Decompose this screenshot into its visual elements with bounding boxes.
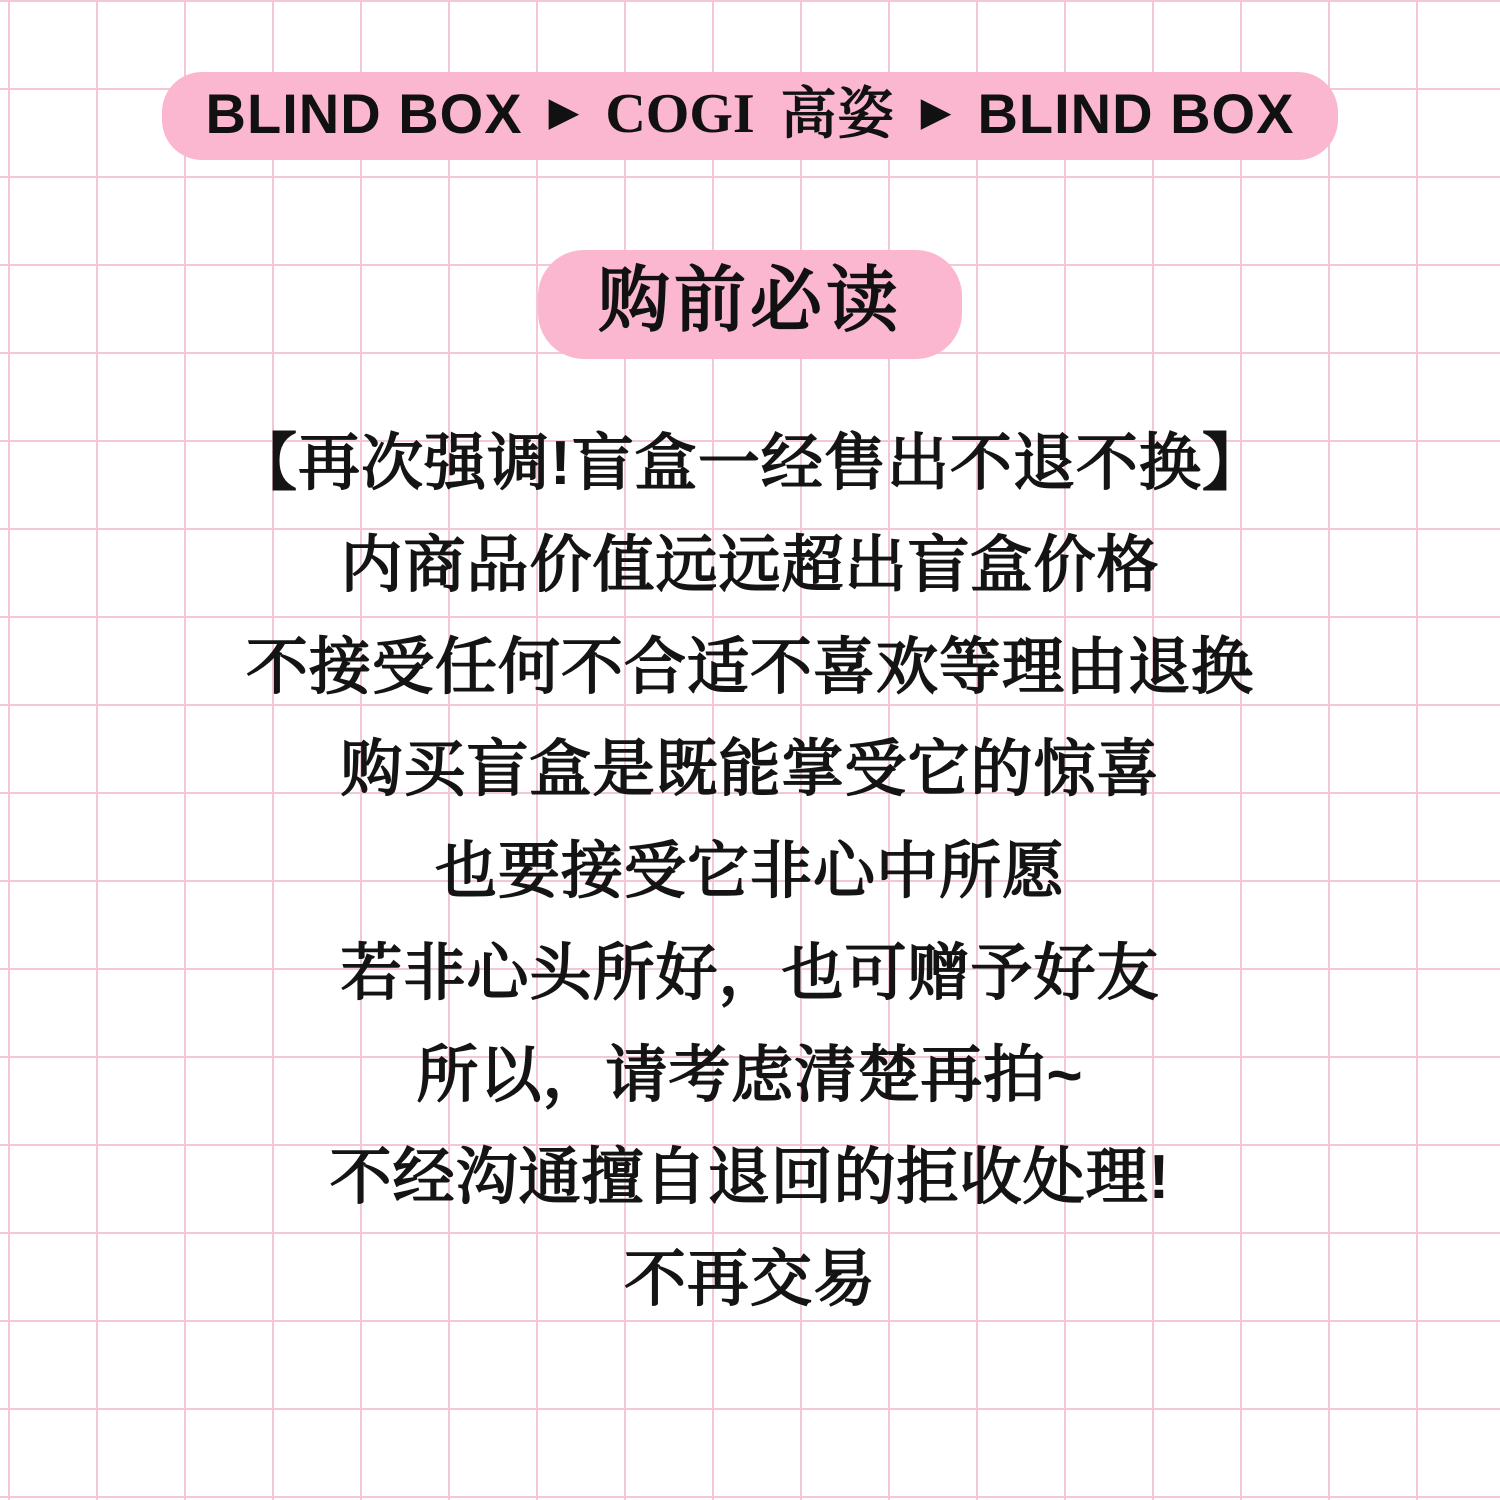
- triangle-right-icon-2: ▶: [920, 90, 952, 134]
- subtitle-pill: [538, 250, 962, 359]
- subtitle-label: 购前必读: [597, 261, 902, 341]
- notice-line: 不接受任何不合适不喜欢等理由退换: [245, 632, 1254, 702]
- notice-line: 内商品价值远远超出盲盒价格: [340, 530, 1160, 600]
- banner-right-label: BLIND BOX: [977, 82, 1295, 145]
- triangle-right-icon: ▶: [548, 90, 580, 134]
- banner-brand-cn: 高姿: [780, 82, 895, 145]
- notice-line: 不经沟通擅自退回的拒收处理!: [329, 1142, 1171, 1212]
- notice-line: 不再交易: [623, 1244, 876, 1314]
- notice-line: 所以，请考虑清楚再拍~: [416, 1040, 1084, 1110]
- notice-line: 购买盲盒是既能掌受它的惊喜: [340, 734, 1160, 804]
- top-banner: [162, 72, 1339, 160]
- notice-line: 若非心头所好，也可赠予好友: [340, 938, 1160, 1008]
- notice-line: 也要接受它非心中所愿: [434, 836, 1065, 906]
- banner-brand-en: COGI: [605, 83, 755, 145]
- notice-list: [0, 428, 1500, 1314]
- banner-left-label: BLIND BOX: [205, 82, 523, 145]
- notice-line: 【再次强调!盲盒一经售出不退不换】: [235, 428, 1265, 498]
